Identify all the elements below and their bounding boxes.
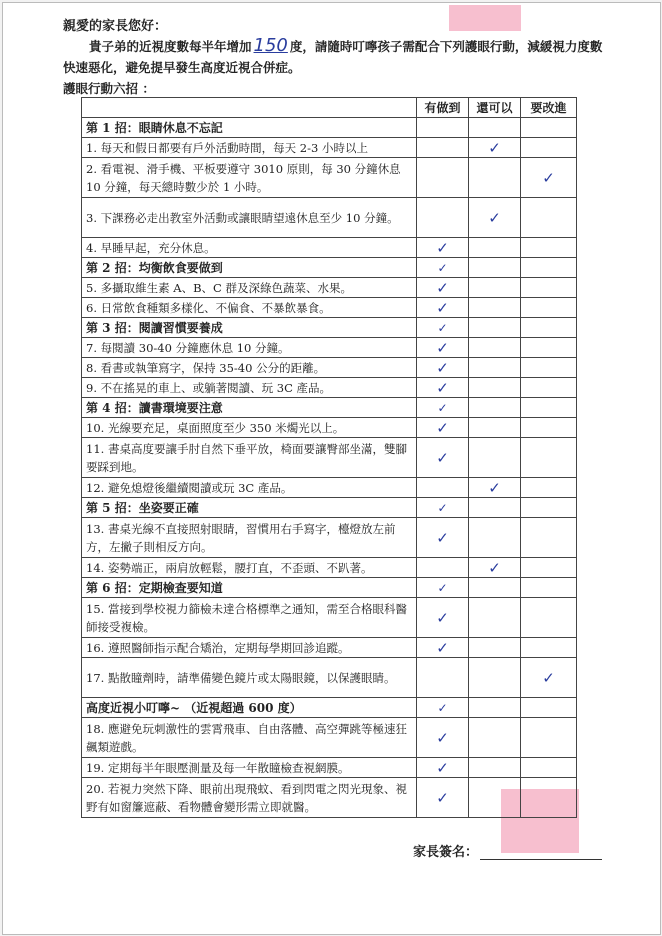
checkmark-cell[interactable]: ✓: [469, 478, 521, 498]
item-text: 12. 避免熄燈後繼續閱讀或玩 3C 產品。: [82, 478, 417, 498]
intro-after: 度，請隨時叮嚀孩子需配合下列護眼行動，減緩視力度數快速惡化，避免提早發生高度近視合併症。: [63, 39, 603, 75]
empty-cell[interactable]: [469, 158, 521, 198]
empty-cell[interactable]: [521, 478, 577, 498]
empty-cell[interactable]: [469, 698, 521, 718]
category-title: 第 3 招：閱讀習慣要養成: [82, 318, 417, 338]
empty-cell[interactable]: [469, 778, 521, 818]
empty-cell[interactable]: [417, 198, 469, 238]
empty-cell[interactable]: [521, 138, 577, 158]
empty-cell[interactable]: [521, 518, 577, 558]
empty-cell[interactable]: [521, 778, 577, 818]
checkmark-cell[interactable]: ✓: [417, 578, 469, 598]
category-row: [82, 578, 577, 598]
empty-cell[interactable]: [469, 638, 521, 658]
item-text: 1. 每天和假日都要有戶外活動時間，每天 2-3 小時以上: [82, 138, 417, 158]
empty-cell[interactable]: [521, 358, 577, 378]
empty-cell[interactable]: [521, 418, 577, 438]
category-title: 第 5 招：坐姿要正確: [82, 498, 417, 518]
checkmark-cell[interactable]: ✓: [417, 238, 469, 258]
table-row: [82, 278, 577, 298]
empty-cell[interactable]: [469, 578, 521, 598]
table-row: [82, 298, 577, 318]
table-row: [82, 238, 577, 258]
checkmark-cell[interactable]: ✓: [417, 498, 469, 518]
empty-cell[interactable]: [521, 318, 577, 338]
greeting: 親愛的家長您好：: [63, 19, 168, 34]
empty-cell[interactable]: [521, 698, 577, 718]
section-title: 護眼行動六招 ：: [63, 81, 155, 96]
checkmark-cell[interactable]: ✓: [417, 698, 469, 718]
intro-paragraph: [63, 35, 608, 78]
checkmark-cell[interactable]: ✓: [469, 138, 521, 158]
category-row: [82, 258, 577, 278]
item-text: 8. 看書或執筆寫字，保持 35-40 公分的距離。: [82, 358, 417, 378]
empty-cell[interactable]: [469, 758, 521, 778]
table-row: [82, 198, 577, 238]
empty-cell[interactable]: [469, 658, 521, 698]
empty-cell[interactable]: [469, 238, 521, 258]
empty-cell[interactable]: [469, 258, 521, 278]
eye-care-checklist: [81, 97, 577, 818]
item-text: 2. 看電視、滑手機、平板要遵守 3010 原則，每 30 分鐘休息 10 分鐘，每天總時數少於 1 小時。: [82, 158, 417, 198]
checkmark-cell[interactable]: ✓: [417, 378, 469, 398]
table-row: [82, 638, 577, 658]
table-header-row: [82, 98, 577, 118]
table-row: [82, 518, 577, 558]
empty-cell[interactable]: [521, 498, 577, 518]
empty-cell[interactable]: [417, 478, 469, 498]
table-row: [82, 138, 577, 158]
signature-label: 家長簽名：: [413, 845, 479, 860]
column-header: 要改進: [521, 98, 577, 118]
empty-cell[interactable]: [521, 558, 577, 578]
empty-cell[interactable]: [521, 578, 577, 598]
empty-cell[interactable]: [521, 258, 577, 278]
document-page: [2, 2, 661, 935]
empty-cell[interactable]: [469, 118, 521, 138]
table-row: [82, 558, 577, 578]
checkmark-cell[interactable]: ✓: [417, 518, 469, 558]
empty-cell[interactable]: [469, 498, 521, 518]
item-text: 7. 每閱讀 30-40 分鐘應休息 10 分鐘。: [82, 338, 417, 358]
empty-cell[interactable]: [417, 658, 469, 698]
empty-cell[interactable]: [469, 298, 521, 318]
category-title: 第 2 招：均衡飲食要做到: [82, 258, 417, 278]
empty-cell[interactable]: [417, 158, 469, 198]
item-text: 20. 若視力突然下降、眼前出現飛蚊、看到閃電之閃光現象、視野有如窗簾遮蔽、看物體會變形需立即就醫。: [82, 778, 417, 818]
empty-cell[interactable]: [521, 378, 577, 398]
signature-line[interactable]: [480, 847, 602, 860]
empty-cell[interactable]: [521, 398, 577, 418]
category-row: [82, 498, 577, 518]
empty-cell[interactable]: [521, 278, 577, 298]
checkmark-cell[interactable]: ✓: [417, 258, 469, 278]
table-row: [82, 778, 577, 818]
empty-cell[interactable]: [417, 138, 469, 158]
empty-cell[interactable]: [417, 118, 469, 138]
empty-cell[interactable]: [469, 518, 521, 558]
empty-cell[interactable]: [469, 338, 521, 358]
empty-cell[interactable]: [469, 418, 521, 438]
checkmark-cell[interactable]: ✓: [417, 358, 469, 378]
item-text: 3. 下課務必走出教室外活動或讓眼睛望遠休息至少 10 分鐘。: [82, 198, 417, 238]
empty-cell[interactable]: [469, 438, 521, 478]
header-blank: [82, 98, 417, 118]
category-row: [82, 698, 577, 718]
item-text: 10. 光線要充足，桌面照度至少 350 米燭光以上。: [82, 418, 417, 438]
item-text: 17. 點散瞳劑時，請準備變色鏡片或太陽眼鏡，以保護眼睛。: [82, 658, 417, 698]
category-row: [82, 398, 577, 418]
checkmark-cell[interactable]: ✓: [521, 658, 577, 698]
table-row: [82, 758, 577, 778]
empty-cell[interactable]: [469, 718, 521, 758]
item-text: 15. 當接到學校視力篩檢未達合格標準之通知，需至合格眼科醫師接受複檢。: [82, 598, 417, 638]
handwritten-increase: 150: [253, 35, 288, 56]
checkmark-cell[interactable]: ✓: [469, 198, 521, 238]
table-row: [82, 478, 577, 498]
checkmark-cell[interactable]: ✓: [417, 438, 469, 478]
item-text: 11. 書桌高度要讓手肘自然下垂平放，椅面要讓臀部坐滿，雙腳要踩到地。: [82, 438, 417, 478]
empty-cell[interactable]: [469, 598, 521, 638]
table-row: [82, 378, 577, 398]
table-row: [82, 418, 577, 438]
empty-cell[interactable]: [521, 118, 577, 138]
column-header: 有做到: [417, 98, 469, 118]
item-text: 18. 應避免玩刺激性的雲霄飛車、自由落體、高空彈跳等極速狂飆類遊戲。: [82, 718, 417, 758]
checkmark-cell[interactable]: ✓: [469, 558, 521, 578]
empty-cell[interactable]: [521, 718, 577, 758]
item-text: 19. 定期每半年眼壓測量及每一年散瞳檢查視網膜。: [82, 758, 417, 778]
category-row: [82, 318, 577, 338]
empty-cell[interactable]: [521, 438, 577, 478]
checkmark-cell[interactable]: ✓: [417, 758, 469, 778]
empty-cell[interactable]: [521, 638, 577, 658]
redaction-top: [449, 5, 521, 31]
checkmark-cell[interactable]: ✓: [417, 598, 469, 638]
table-row: [82, 598, 577, 638]
category-row: [82, 118, 577, 138]
empty-cell[interactable]: [469, 378, 521, 398]
empty-cell[interactable]: [469, 358, 521, 378]
checkmark-cell[interactable]: ✓: [417, 318, 469, 338]
table-row: [82, 338, 577, 358]
checkmark-cell[interactable]: ✓: [417, 418, 469, 438]
item-text: 14. 姿勢端正，兩肩放輕鬆，腰打直，不歪頭、不趴著。: [82, 558, 417, 578]
item-text: 5. 多攝取維生素 A、B、C 群及深綠色蔬菜、水果。: [82, 278, 417, 298]
checkmark-cell[interactable]: ✓: [417, 338, 469, 358]
checkmark-cell[interactable]: ✓: [417, 278, 469, 298]
table-row: [82, 658, 577, 698]
empty-cell[interactable]: [469, 398, 521, 418]
table-row: [82, 358, 577, 378]
empty-cell[interactable]: [521, 298, 577, 318]
item-text: 13. 書桌光線不直接照射眼睛，習慣用右手寫字，檯燈放左前方，左撇子則相反方向。: [82, 518, 417, 558]
checkmark-cell[interactable]: ✓: [417, 718, 469, 758]
table-row: [82, 158, 577, 198]
checkmark-cell[interactable]: ✓: [417, 778, 469, 818]
category-title: 高度近視小叮嚀~ （近視超過 600 度）: [82, 698, 417, 718]
empty-cell[interactable]: [521, 338, 577, 358]
empty-cell[interactable]: [521, 758, 577, 778]
table-row: [82, 438, 577, 478]
empty-cell[interactable]: [469, 278, 521, 298]
empty-cell[interactable]: [469, 318, 521, 338]
empty-cell[interactable]: [417, 558, 469, 578]
checkmark-cell[interactable]: ✓: [417, 638, 469, 658]
empty-cell[interactable]: [521, 198, 577, 238]
item-text: 4. 早睡早起，充分休息。: [82, 238, 417, 258]
column-header: 還可以: [469, 98, 521, 118]
item-text: 9. 不在搖晃的車上、或躺著閱讀、玩 3C 產品。: [82, 378, 417, 398]
empty-cell[interactable]: [521, 238, 577, 258]
intro-before: 貴子弟的近視度數每半年增加: [89, 39, 252, 54]
parent-signature: [413, 841, 602, 860]
checkmark-cell[interactable]: ✓: [417, 398, 469, 418]
checkmark-cell[interactable]: ✓: [417, 298, 469, 318]
category-title: 第 6 招：定期檢查要知道: [82, 578, 417, 598]
item-text: 6. 日常飲食種類多樣化、不偏食、不暴飲暴食。: [82, 298, 417, 318]
category-title: 第 4 招：讀書環境要注意: [82, 398, 417, 418]
table-row: [82, 718, 577, 758]
empty-cell[interactable]: [521, 598, 577, 638]
item-text: 16. 遵照醫師指示配合矯治，定期每學期回診追蹤。: [82, 638, 417, 658]
category-title: 第 1 招：眼睛休息不忘記: [82, 118, 417, 138]
checkmark-cell[interactable]: ✓: [521, 158, 577, 198]
